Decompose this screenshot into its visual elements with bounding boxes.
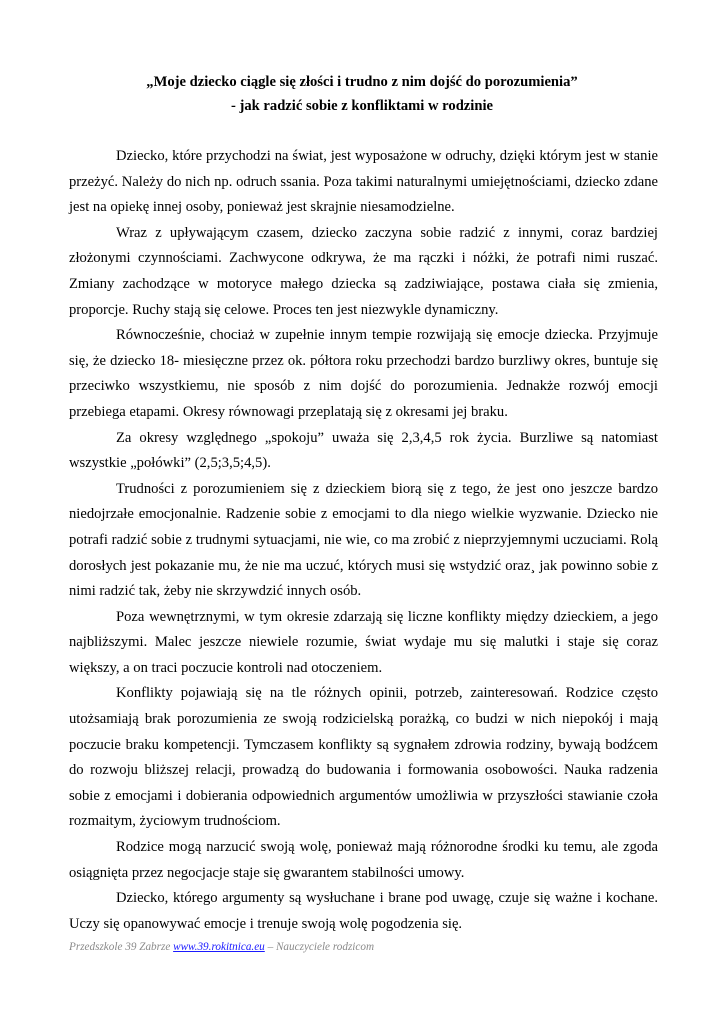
paragraph-6: Poza wewnętrznymi, w tym okresie zdarzają się liczne konflikty między dzieckiem, a jego najbliższymi. Malec jeszcze niewiele rozumie, świat wydaje mu się malutki i staje się coraz większy, a on traci poczucie kontroli nad otoczeniem. xyxy=(69,608,658,676)
paragraph-2: Wraz z upływającym czasem, dziecko zaczyna sobie radzić z innymi, coraz bardziej złożonymi czynnościami. Zachwycone odkrywa, że ma rączki i nóżki, że potrafi nimi ruszać. Zmiany zachodzące w motoryce małego dziecka są zadziwiające, postawa ciała się zmienia, proporcje. Ruchy stają się celowe. Proces ten jest niezwykle dynamiczny. xyxy=(69,224,658,318)
paragraph-5: Trudności z porozumieniem się z dzieckiem biorą się z tego, że jest ono jeszcze bardzo niedojrzałe emocjonalnie. Radzenie sobie z emocjami to dla niego wielkie wyzwanie. Dziecko nie potrafi radzić sobie z trudnymi sytuacjami, nie wie, co ma zrobić z nieprzyjemnymi uczuciami. Rolą dorosłych jest pokazanie mu, że nie ma uczuć, których musi się wstydzić oraz¸ jak powinno sobie z nimi radzić tak, żeby nie skrzywdzić innych osób. xyxy=(69,480,658,600)
document-title xyxy=(60,70,664,118)
paragraph-4: Za okresy względnego „spokoju” uważa się 2,3,4,5 rok życia. Burzliwe są natomiast wszystkie „połówki” (2,5;3,5;4,5). xyxy=(69,429,658,472)
title-line-2: - jak radzić sobie z konfliktami w rodzinie xyxy=(230,98,493,114)
footer-website-link[interactable]: www.39.rokitnica.eu xyxy=(173,941,265,953)
footer-suffix: – Nauczyciele rodzicom xyxy=(264,941,375,953)
footer-prefix: Przedszkole 39 Zabrze xyxy=(69,941,174,953)
page-footer xyxy=(69,940,658,954)
paragraph-3: Równocześnie, chociaż w zupełnie innym tempie rozwijają się emocje dziecka. Przyjmuje się, że dziecko 18- miesięczne przez ok. półtora roku przechodzi bardzo burzliwy okres, buntuje się przeciwko wszystkiemu, nie sposób z nim dojść do porozumienia. Jednakże rozwój emocji przebiega etapami. Okresy równowagi przeplatają się z okresami jej braku. xyxy=(69,327,658,420)
paragraph-1: Dziecko, które przychodzi na świat, jest wyposażone w odruchy, dzięki którym jest w stanie przeżyć. Należy do nich np. odruch ssania. Poza takimi naturalnymi umiejętnościami, dziecko zdane jest na opiekę innej osoby, ponieważ jest skrajnie niesamodzielne. xyxy=(69,148,658,216)
paragraph-7: Konflikty pojawiają się na tle różnych opinii, potrzeb, zainteresowań. Rodzice często utożsamiają brak porozumienia ze swoją rodzicielską porażką, co budzi w nich niepokój i mają poczucie braku kompetencji. Tymczasem konflikty są sygnałem zdrowia rodziny, bywają bodźcem do rozwoju bliższej relacji, prowadzą do budowania i formowania osobowości. Nauka radzenia sobie z emocjami i dobierania odpowiednich argumentów umożliwia w przyszłości stawianie czoła rozmaitym, życiowym trudnościom. xyxy=(69,685,658,830)
document-body xyxy=(69,144,658,937)
paragraph-9: Dziecko, którego argumenty są wysłuchane i brane pod uwagę, czuje się ważne i kochane. Uczy się opanowywać emocje i trenuje swoją wolę pogodzenia się. xyxy=(69,890,658,932)
paragraph-8: Rodzice mogą narzucić swoją wolę, ponieważ mają różnorodne środki ku temu, ale zgoda osiągnięta przez negocjacje staje się gwarantem stabilności umowy. xyxy=(69,839,658,881)
title-line-1: „Moje dziecko ciągle się złości i trudno z nim dojść do porozumienia” xyxy=(146,74,578,90)
